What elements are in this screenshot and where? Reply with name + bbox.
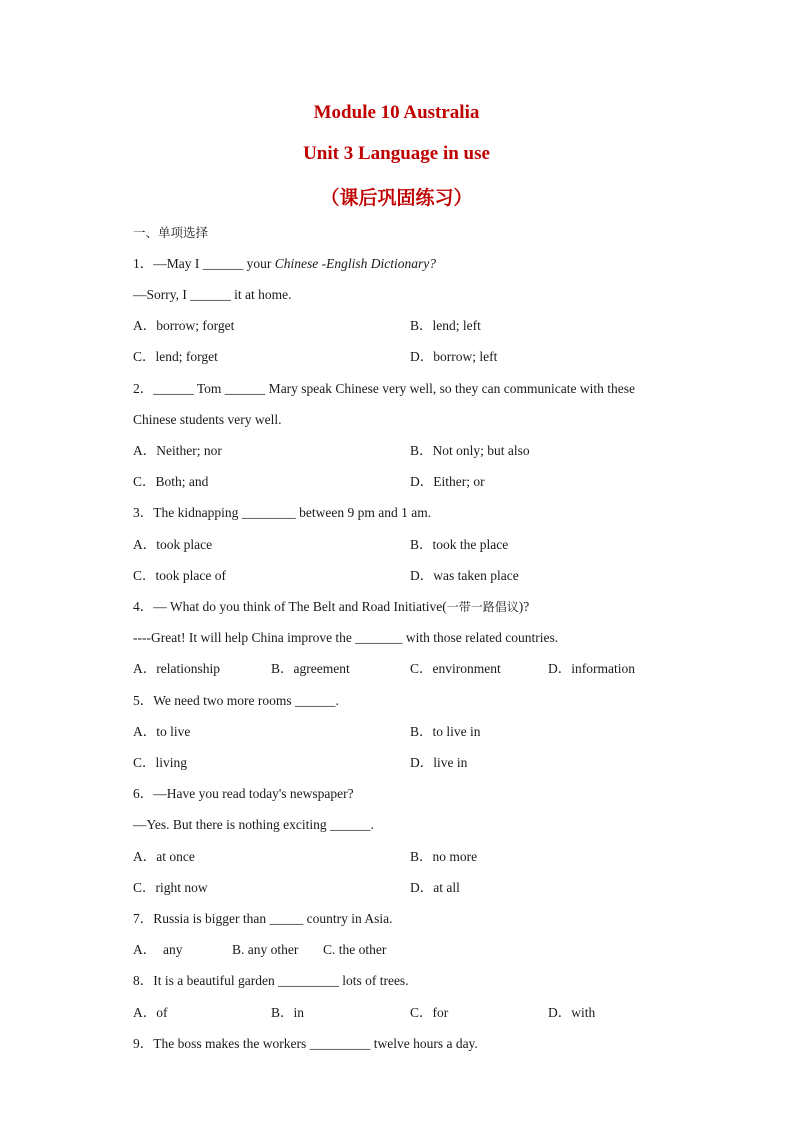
question-2-option-b: B．Not only; but also	[410, 443, 530, 458]
question-5-option-c: C．living	[133, 755, 188, 770]
question-1-stem: 1．—May I ______ your Chinese -English Dictionary?	[133, 256, 436, 271]
question-4-stem: 4．— What do you think of The Belt and Road Initiative(一带一路倡议)?	[133, 599, 530, 614]
question-1-option-a: A．borrow; forget	[133, 318, 235, 333]
title-module: Module 10 Australia	[313, 102, 480, 123]
question-9-stem: 9．The boss makes the workers _________ twelve hours a day.	[133, 1036, 478, 1051]
question-6-option-b: B．no more	[410, 849, 478, 864]
question-5-option-a: A．to live	[133, 724, 191, 739]
question-8-option-c: C．for	[410, 1005, 449, 1020]
question-4-option-d: D．information	[548, 661, 635, 676]
question-4-reply: ----Great! It will help China improve the _______ with those related countries.	[133, 630, 559, 645]
question-2-stem: 2．______ Tom ______ Mary speak Chinese very well, so they can communicate with these	[133, 381, 635, 396]
question-8-option-b: B．in	[271, 1005, 305, 1020]
question-1-option-c: C．lend; forget	[133, 349, 218, 364]
title-unit: Unit 3 Language in use	[303, 143, 490, 164]
question-8-option-d: D．with	[548, 1005, 596, 1020]
question-4-option-c: C．environment	[410, 661, 501, 676]
question-6-reply: —Yes. But there is nothing exciting ______.	[133, 817, 374, 832]
question-6-option-a: A．at once	[133, 849, 195, 864]
question-6-option-c: C．right now	[133, 880, 208, 895]
question-3-option-a: A．took place	[133, 537, 213, 552]
question-1-option-d: D．borrow; left	[410, 349, 498, 364]
question-8-stem: 8．It is a beautiful garden _________ lots of trees.	[133, 973, 409, 988]
question-3-stem: 3．The kidnapping ________ between 9 pm and 1 am.	[133, 505, 432, 520]
question-2-option-c: C．Both; and	[133, 474, 209, 489]
question-4-option-a: A．relationship	[133, 661, 220, 676]
question-4-option-b: B．agreement	[271, 661, 350, 676]
question-5-option-b: B．to live in	[410, 724, 481, 739]
question-7-stem: 7．Russia is bigger than _____ country in Asia.	[133, 911, 393, 926]
question-2-stem-cont: Chinese students very well.	[133, 412, 282, 427]
question-3-option-d: D．was taken place	[410, 568, 519, 583]
question-7-option-b: B. any other	[232, 942, 299, 957]
question-2-option-d: D．Either; or	[410, 474, 485, 489]
question-2-option-a: A．Neither; nor	[133, 443, 222, 458]
question-6-stem: 6．—Have you read today's newspaper?	[133, 786, 354, 801]
question-7-option-a: A． any	[133, 942, 183, 957]
question-5-option-d: D．live in	[410, 755, 468, 770]
question-1-option-b: B．lend; left	[410, 318, 481, 333]
question-5-stem: 5．We need two more rooms ______.	[133, 693, 339, 708]
question-3-option-c: C．took place of	[133, 568, 226, 583]
section-heading: 一、单项选择	[133, 225, 209, 240]
question-6-option-d: D．at all	[410, 880, 460, 895]
question-3-option-b: B．took the place	[410, 537, 509, 552]
title-subtitle: （课后巩固练习）	[320, 187, 473, 209]
question-1-reply: —Sorry, I ______ it at home.	[133, 287, 292, 302]
question-7-option-c: C. the other	[323, 942, 387, 957]
question-8-option-a: A．of	[133, 1005, 168, 1020]
